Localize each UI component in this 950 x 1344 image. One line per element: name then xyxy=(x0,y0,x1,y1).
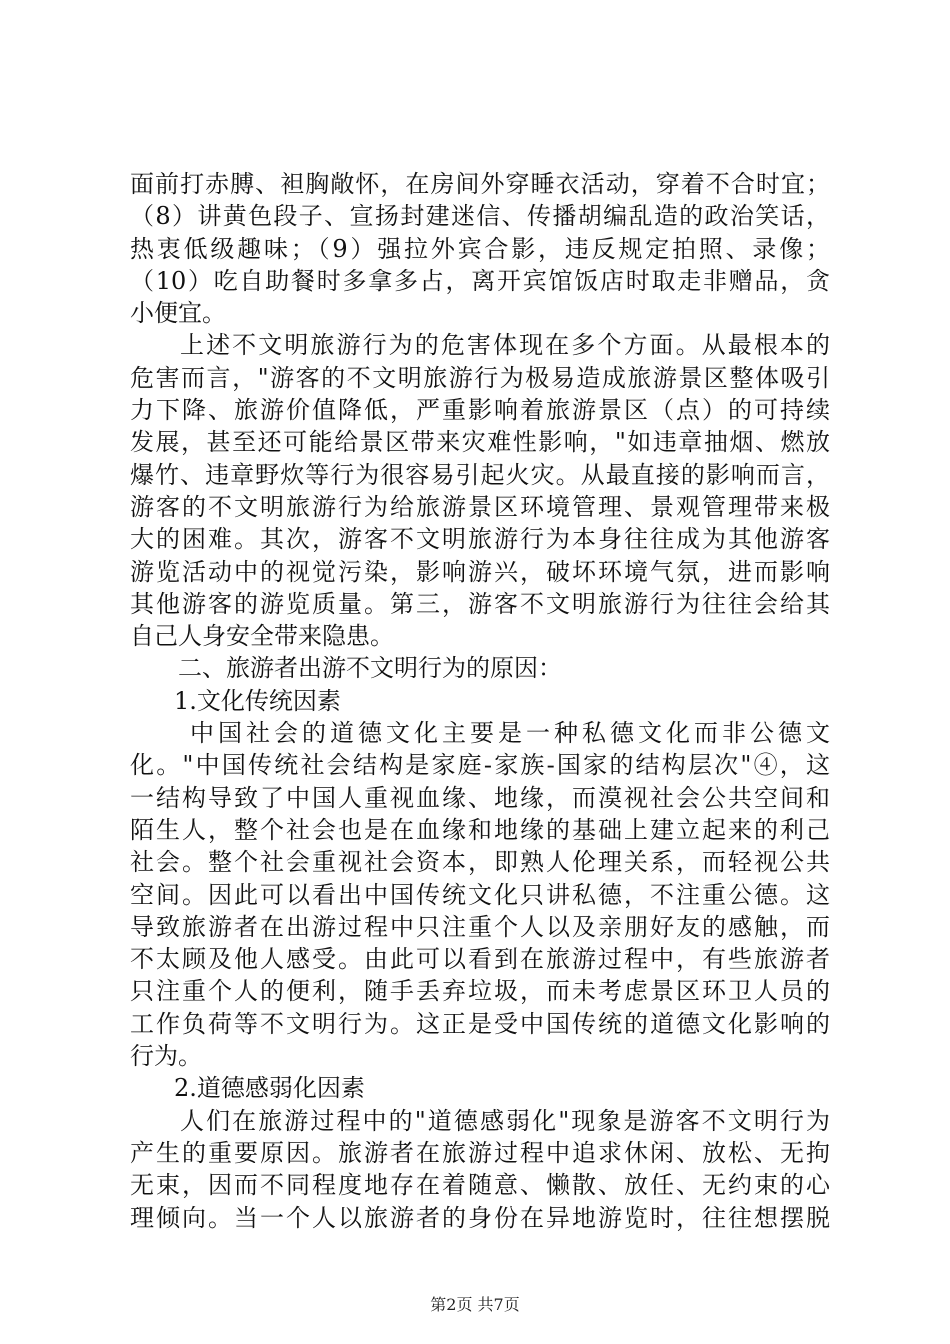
text-line: 上述不文明旅游行为的危害体现在多个方面。从最根本的 xyxy=(180,331,830,360)
text-line: 不太顾及他人感受。由此可以看到在旅游过程中，有些旅游者 xyxy=(130,945,830,974)
text-line: 产生的重要原因。旅游者在旅游过程中追求休闲、放松、无拘 xyxy=(130,1138,830,1167)
text-line: 1.文化传统因素 xyxy=(174,686,341,715)
text-line: 2.道德感弱化因素 xyxy=(174,1074,365,1103)
text-line: 工作负荷等不文明行为。这正是受中国传统的道德文化影响的 xyxy=(130,1009,830,1038)
document-body xyxy=(130,168,830,1234)
text-line: 游览活动中的视觉污染，影响游兴，破坏环境气氛，进而影响 xyxy=(130,557,830,586)
text-line: 游客的不文明旅游行为给旅游景区环境管理、景观管理带来极 xyxy=(130,492,830,521)
text-line: 社会。整个社会重视社会资本，即熟人伦理关系，而轻视公共 xyxy=(130,848,830,877)
text-line: 爆竹、违章野炊等行为很容易引起火灾。从最直接的影响而言， xyxy=(130,460,830,489)
text-line: 无束，因而不同程度地存在着随意、懒散、放任、无约束的心 xyxy=(130,1171,830,1200)
text-line: 化。"中国传统社会结构是家庭-家族-国家的结构层次"④，这 xyxy=(130,751,830,780)
text-line: 发展，甚至还可能给景区带来灾难性影响，"如违章抽烟、燃放 xyxy=(130,428,830,457)
text-line: 中国社会的道德文化主要是一种私德文化而非公德文 xyxy=(190,719,830,748)
text-line: 陌生人，整个社会也是在血缘和地缘的基础上建立起来的利己 xyxy=(130,815,830,844)
text-line: 小便宜。 xyxy=(130,299,226,328)
text-line: 自己人身安全带来隐患。 xyxy=(130,622,394,651)
text-line: 空间。因此可以看出中国传统文化只讲私德，不注重公德。这 xyxy=(130,880,830,909)
text-line: 行为。 xyxy=(130,1042,202,1071)
text-line: （8）讲黄色段子、宣扬封建迷信、传播胡编乱造的政治笑话， xyxy=(130,202,830,231)
page-footer: 第2页 共7页 xyxy=(430,1295,520,1314)
text-line: 危害而言，"游客的不文明旅游行为极易造成旅游景区整体吸引 xyxy=(130,363,830,392)
text-line: 人们在旅游过程中的"道德感弱化"现象是游客不文明行为 xyxy=(180,1106,830,1135)
text-line: 热衷低级趣味；（9）强拉外宾合影，违反规定拍照、录像； xyxy=(130,234,830,263)
text-line: 一结构导致了中国人重视血缘、地缘，而漠视社会公共空间和 xyxy=(130,783,830,812)
text-line: 大的困难。其次，游客不文明旅游行为本身往往成为其他游客 xyxy=(130,525,830,554)
text-line: 力下降、旅游价值降低，严重影响着旅游景区（点）的可持续 xyxy=(130,396,830,425)
text-line: （10）吃自助餐时多拿多占，离开宾馆饭店时取走非赠品，贪 xyxy=(130,266,830,295)
text-line: 只注重个人的便利，随手丢弃垃圾，而未考虑景区环卫人员的 xyxy=(130,977,830,1006)
text-line: 面前打赤膊、袒胸敞怀，在房间外穿睡衣活动，穿着不合时宜； xyxy=(130,170,830,198)
text-line: 理倾向。当一个人以旅游者的身份在异地游览时，往往想摆脱 xyxy=(130,1203,830,1232)
text-line: 二、旅游者出游不文明行为的原因： xyxy=(178,654,562,683)
text-line: 其他游客的游览质量。第三，游客不文明旅游行为往往会给其 xyxy=(130,589,830,618)
text-line: 导致旅游者在出游过程中只注重个人以及亲朋好友的感触，而 xyxy=(130,912,830,941)
